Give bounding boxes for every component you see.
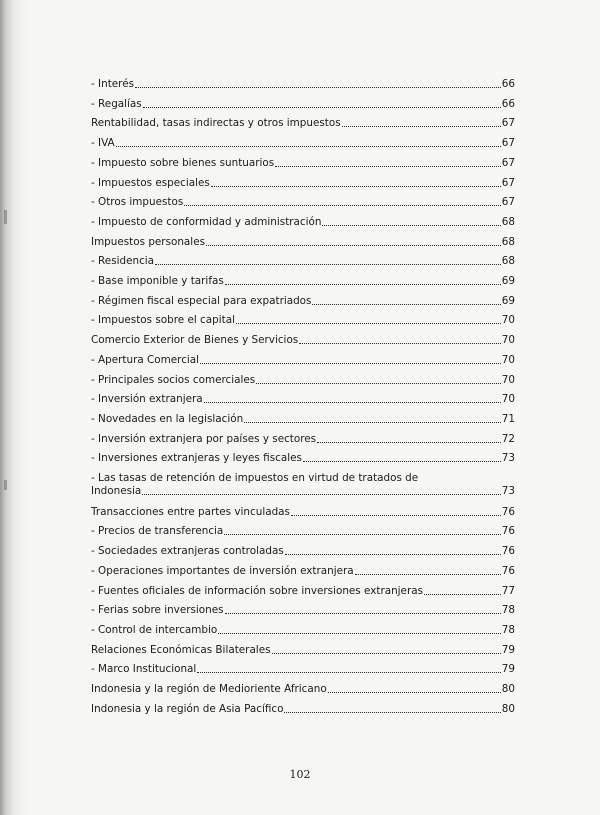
toc-entry-label: - Marco Institucional [91,663,197,676]
toc-entry [91,275,515,288]
leader-dots [272,644,501,654]
toc-entry-page: 67 [501,156,515,169]
toc-entry-page: 70 [501,353,515,366]
toc-entry [91,565,515,578]
leader-dots [218,624,501,634]
toc-entry [91,255,515,268]
leader-dots [322,216,500,226]
toc-entry-label: - Inversión extranjera por países y sectores [91,432,317,445]
toc-entry [91,663,515,676]
toc-entry-label: Rentabilidad, tasas indirectas y otros impuestos [91,117,341,130]
toc-entry [91,703,515,716]
toc-entry [91,393,515,406]
leader-dots [184,196,501,206]
leader-dots [197,663,500,673]
toc-entry-label: - Interés [91,78,135,90]
leader-dots [206,236,501,246]
leader-dots [284,703,500,713]
leader-dots [143,98,501,108]
toc-entry-page: 73 [501,452,515,465]
toc-entry-label: - Otros impuestos [91,196,184,209]
toc-entry-page: 66 [501,78,515,90]
toc-entry-page: 68 [501,235,515,248]
toc-entry-page: 66 [501,97,515,110]
toc-entry [91,137,515,150]
toc-entry-label: - Apertura Comercial [91,353,200,366]
leader-dots [312,295,500,305]
toc-entry-label: - Base imponible y tarifas [91,275,224,287]
leader-dots [303,452,501,462]
toc-entry-page: 67 [501,196,515,209]
toc-entry [91,236,515,249]
toc-entry-label: - Precios de transferencia [91,525,224,538]
toc-entry-page: 73 [501,485,515,497]
toc-entry-page: 76 [501,525,515,538]
toc-entry-label: Comercio Exterior de Bienes y Servicios [91,334,299,347]
toc-entry-label: - Control de intercambio [91,623,218,636]
toc-entry-label: Relaciones Económicas Bilaterales [91,643,271,656]
toc-entry [91,644,515,657]
leader-dots [200,354,501,364]
toc-entry-label: - Impuestos sobre el capital [91,314,235,327]
leader-dots [155,255,501,265]
toc-entry-page: 80 [501,683,515,695]
toc-entry-label: - Impuesto de conformidad y administración [91,215,322,228]
toc-entry-label: - Principales socios comerciales [91,373,256,386]
toc-entry [91,334,515,347]
toc-entry-page: 79 [501,643,515,656]
toc-entry-label: - Residencia [91,255,155,268]
toc-entry [91,354,515,367]
toc-entry [91,314,515,327]
leader-dots [317,433,501,443]
page-number: 102 [289,768,311,781]
binding-shadow [4,480,7,490]
leader-dots [299,334,501,344]
toc-entry [91,374,515,387]
toc-entry [91,177,515,190]
toc-entry [91,196,515,209]
toc-entry [91,585,515,598]
toc-entry [91,433,515,446]
toc-entry [91,413,515,426]
toc-entry-page: 79 [501,663,515,676]
toc-entry-page: 70 [501,393,515,406]
toc-entry-label: - Operaciones importantes de inversión extranjera [91,564,354,577]
toc-entry-page: 69 [501,275,515,287]
leader-dots [328,683,501,693]
leader-dots [244,413,501,423]
toc-entry-page: 67 [501,137,515,150]
toc-entry-page: 76 [501,564,515,577]
toc-entry-page: 68 [501,255,515,268]
toc-entry [91,98,515,111]
toc-entry-page: 78 [501,623,515,636]
leader-dots [225,275,501,285]
toc-entry-page: 78 [501,604,515,617]
toc-entry-page: 68 [501,215,515,228]
toc-entry [91,683,515,696]
toc-entry [91,157,515,170]
toc-entry-label-cont: Indonesia [91,485,142,497]
toc-entry-label: - IVA [91,137,115,150]
toc-entry-label: - Las tasas de retención de impuestos en virtud de tratados de [91,472,419,484]
toc-entry-label: - Regalías [91,97,142,110]
toc-entry-label: - Sociedades extranjeras controladas [91,545,284,558]
toc-entry-label: Transacciones entre partes vinculadas [91,505,290,518]
toc-entry [91,472,515,498]
toc-entry [91,545,515,558]
toc-entry-page: 72 [501,432,515,445]
leader-dots [224,525,500,535]
toc-entry-page: 67 [501,176,515,189]
toc-entry-page: 80 [501,702,515,715]
toc-entry-page: 76 [501,545,515,558]
leader-dots [142,485,501,495]
leader-dots [355,565,501,575]
toc-entry-label: - Régimen fiscal especial para expatriados [91,294,312,307]
leader-dots [116,137,501,147]
toc-entry-label: - Ferias sobre inversiones [91,604,224,617]
toc-entry [91,506,515,519]
leader-dots [342,117,501,127]
toc-entry-page: 70 [501,334,515,347]
toc-entry-page: 67 [501,117,515,130]
toc-entry-label: - Inversiones extranjeras y leyes fiscales [91,452,302,465]
leader-dots [285,545,501,555]
leader-dots [275,157,501,167]
leader-dots [204,393,501,403]
toc-entry-label: Impuestos personales [91,235,205,248]
toc-entry-label: - Impuestos especiales [91,176,210,189]
binding-shadow [4,210,7,224]
leader-dots [424,585,501,595]
toc-entry [91,525,515,538]
toc-entry-page: 71 [501,412,515,425]
toc-entry [91,216,515,229]
leader-dots [256,374,501,384]
leader-dots [225,604,501,614]
leader-dots [236,314,501,324]
toc-entry [91,624,515,637]
toc-entry-label: - Inversión extranjera [91,393,203,406]
toc-entry-continuation [91,485,515,498]
toc-entry-label: - Fuentes oficiales de información sobre inversiones extranjeras [91,584,424,597]
toc-entry-label: - Novedades en la legislación [91,412,244,425]
toc-entry [91,78,515,91]
toc-entry-page: 77 [501,584,515,597]
toc-entry-label: Indonesia y la región de Asia Pacífico [91,702,284,715]
leader-dots [211,177,501,187]
toc-entry [91,452,515,465]
toc-entry-label: Indonesia y la región de Medioriente Africano [91,683,327,695]
toc-entry [91,117,515,130]
toc-entry [91,604,515,617]
toc-entry-label: - Impuesto sobre bienes suntuarios [91,156,275,169]
toc-entry-page: 69 [501,294,515,307]
leader-dots [291,506,501,516]
leader-dots [135,78,501,88]
toc-entry-page: 70 [501,314,515,327]
toc-entry-page: 76 [501,505,515,518]
toc-entry-page: 70 [501,373,515,386]
toc-entry [91,295,515,308]
